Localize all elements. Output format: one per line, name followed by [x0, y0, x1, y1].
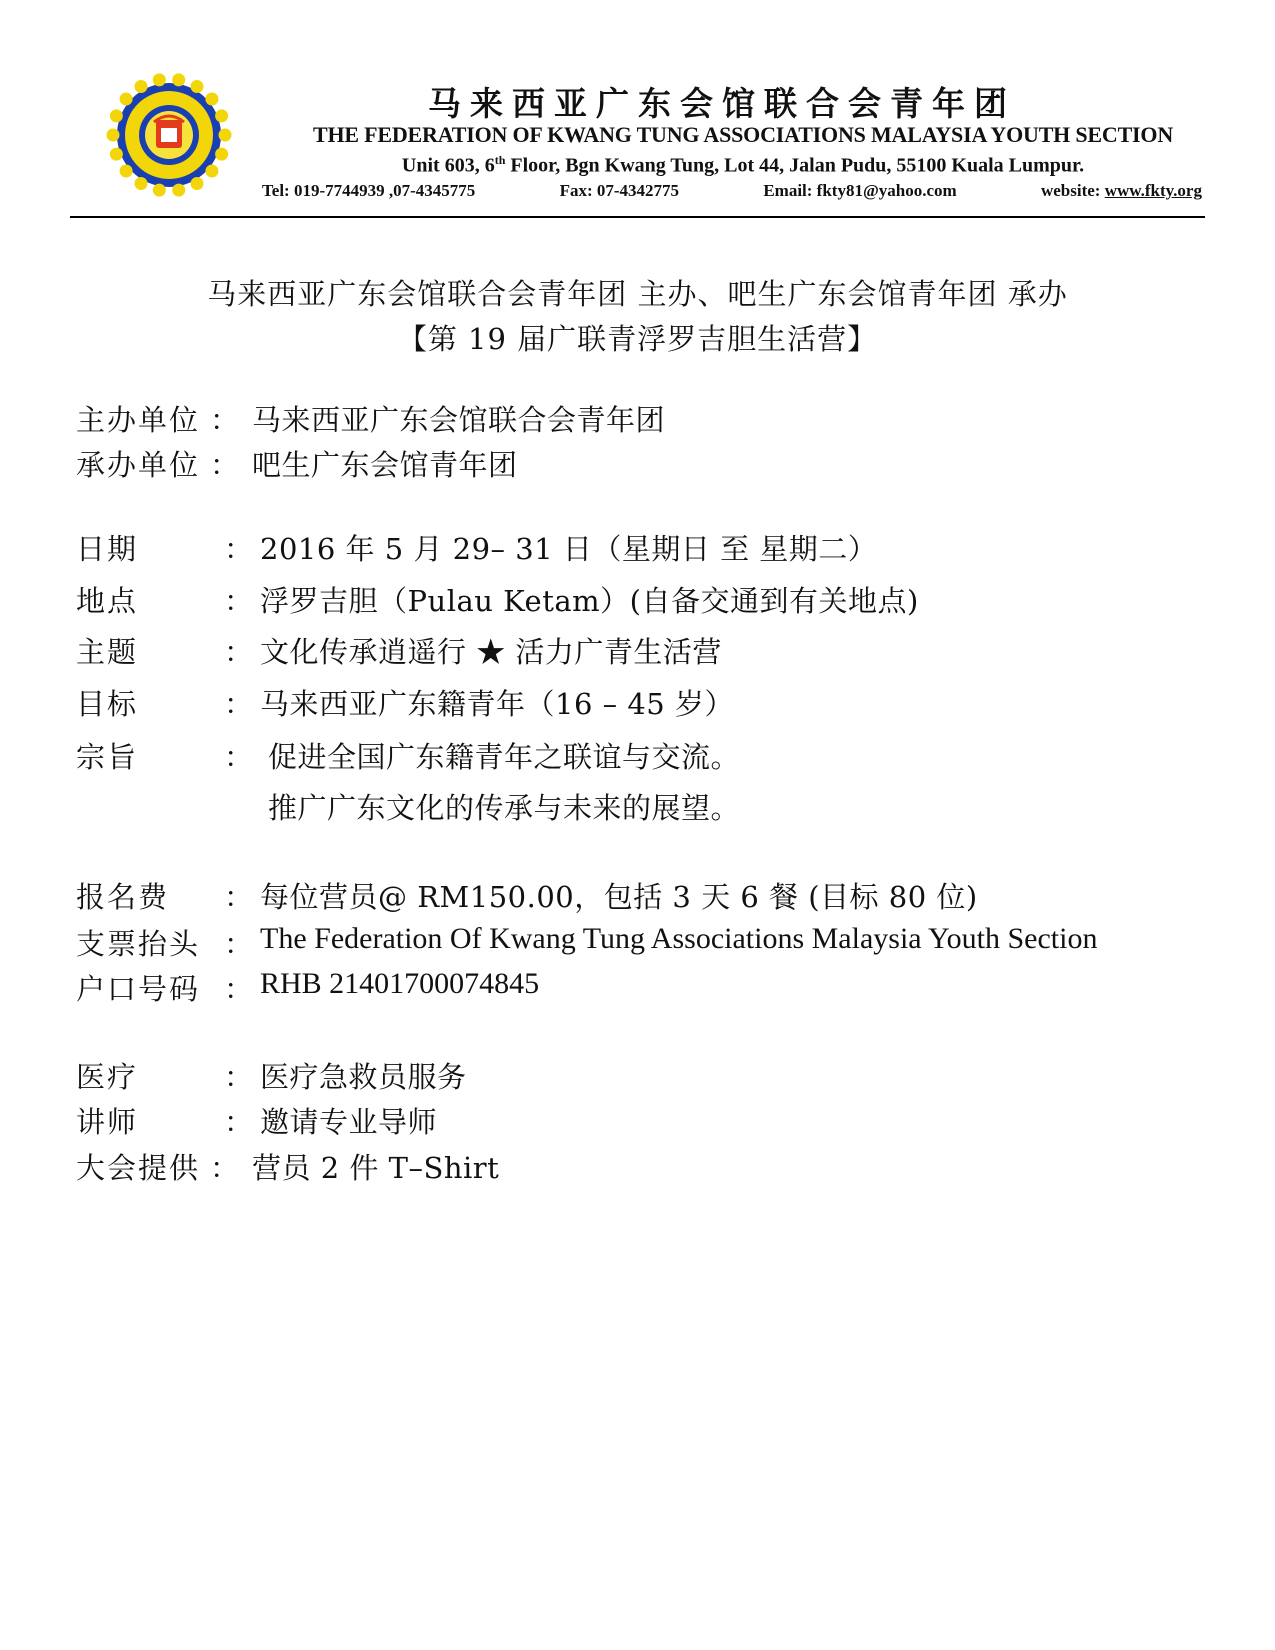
- address-suffix: th: [494, 153, 506, 167]
- field-colon: ：: [224, 1060, 254, 1094]
- org-contact-line: [262, 181, 1202, 201]
- website-text: [1041, 181, 1202, 201]
- field-colon: ：: [224, 584, 254, 618]
- field-label: 地点: [76, 584, 139, 618]
- header-divider: [70, 216, 1205, 218]
- field-value: 促进全国广东籍青年之联谊与交流。: [268, 740, 741, 774]
- field-label: 承办单位: [76, 448, 201, 482]
- field-colon: ：: [224, 1105, 254, 1139]
- field-colon: ：: [224, 740, 254, 774]
- field-colon: ：: [224, 687, 254, 721]
- field-colon: ：: [210, 1151, 240, 1185]
- field-colon: ：: [224, 927, 254, 961]
- tel-text: Tel: 019-7744939 ,07-4345775: [262, 181, 476, 200]
- field-value: 文化传承逍遥行 ★ 活力广青生活营: [260, 635, 722, 669]
- field-colon: ：: [224, 972, 254, 1006]
- field-label: 主题: [76, 635, 139, 669]
- field-value: 医疗急救员服务: [260, 1060, 467, 1094]
- field-colon: ：: [210, 403, 240, 437]
- field-colon: ：: [224, 532, 254, 566]
- org-address: [288, 153, 1198, 178]
- field-label: 医疗: [76, 1060, 139, 1094]
- field-value: 浮罗吉胆（Pulau Ketam）(自备交通到有关地点): [260, 584, 919, 618]
- field-value: 马来西亚广东籍青年（16 – 45 岁）: [260, 687, 734, 721]
- field-value: RHB 21401700074845: [260, 967, 540, 1000]
- field-label: 大会提供: [76, 1151, 201, 1185]
- federation-logo: [104, 70, 234, 200]
- org-name-chinese: 马来西亚广东会馆联合会青年团: [428, 84, 1016, 123]
- field-value: 每位营员@ RM150.00，包括 3 天 6 餐 (目标 80 位): [260, 880, 978, 914]
- field-label: 目标: [76, 687, 139, 721]
- website-link[interactable]: www.fkty.org: [1104, 181, 1202, 200]
- field-colon: ：: [210, 448, 240, 482]
- field-label: 日期: [76, 532, 139, 566]
- field-label: 宗旨: [76, 740, 139, 774]
- field-value: 邀请专业导师: [260, 1105, 438, 1139]
- field-label: 户口号码: [76, 972, 201, 1006]
- field-colon: ：: [224, 635, 254, 669]
- address-part: Floor, Bgn Kwang Tung, Lot 44, Jalan Pudu, 55100 Kuala Lumpur.: [505, 154, 1085, 177]
- field-label: 支票抬头: [76, 927, 201, 961]
- org-name-english: THE FEDERATION OF KWANG TUNG ASSOCIATIONS MALAYSIA YOUTH SECTION: [312, 122, 1174, 147]
- field-label: 讲师: [76, 1105, 139, 1139]
- field-value: 2016 年 5 月 29– 31 日（星期日 至 星期二）: [260, 532, 878, 566]
- email-text: Email: fkty81@yahoo.com: [763, 181, 957, 200]
- fax-text: Fax: 07-4342775: [559, 181, 680, 200]
- field-value: 推广广东文化的传承与未来的展望。: [268, 791, 741, 825]
- event-title: 【第 19 届广联青浮罗吉胆生活营】: [397, 322, 878, 356]
- field-value: 吧生广东会馆青年团: [252, 448, 518, 482]
- website-label: website:: [1040, 181, 1105, 200]
- address-part: Unit 603, 6: [401, 154, 495, 177]
- field-colon: ：: [224, 880, 254, 914]
- field-value: The Federation Of Kwang Tung Associations Malaysia Youth Section: [260, 922, 1098, 955]
- field-value: 马来西亚广东会馆联合会青年团: [252, 403, 666, 437]
- field-label: 报名费: [76, 880, 170, 914]
- field-value: 营员 2 件 T–Shirt: [252, 1151, 500, 1185]
- field-label: 主办单位: [76, 403, 201, 437]
- event-organizers-title: 马来西亚广东会馆联合会青年团 主办、吧生广东会馆青年团 承办: [207, 277, 1068, 311]
